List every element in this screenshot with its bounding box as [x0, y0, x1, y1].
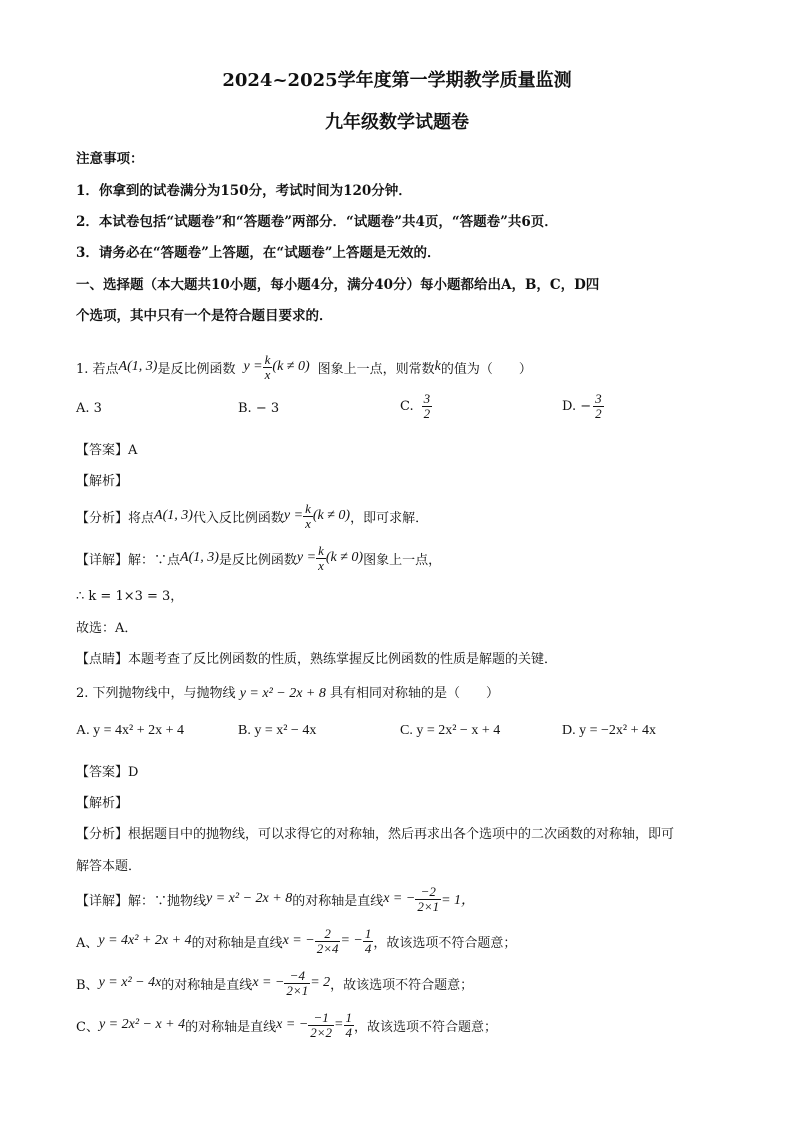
q2-opta-fraction2 — [363, 927, 374, 955]
q2-detail-res: = 1， — [441, 893, 476, 908]
q2-opta-mid: 的对称轴是直线 — [191, 935, 283, 951]
q1-option-b: B. − 3 — [238, 401, 280, 416]
q1-fenxi-point: A(1, 3) — [154, 508, 193, 523]
q2-opta-num: 2 — [324, 925, 331, 941]
q2-optb-num: −4 — [289, 967, 305, 983]
q1-fenxi-b: 代入反比例函数 — [192, 510, 284, 526]
q2-func: y = x² − 2x + 8 — [239, 686, 326, 701]
q2-detail-a: 【详解】解：∵抛物线 — [76, 893, 207, 909]
q1-detail-lhs: y = — [296, 550, 317, 565]
q1-fenxi-c: ，即可求解． — [350, 510, 429, 526]
q1-option-d — [562, 392, 604, 420]
q2-opta-end: ，故该选项不符合题意； — [373, 935, 517, 951]
q1-fenxi-fraction — [303, 502, 313, 530]
notice-item-2: 2．本试卷包括“试题卷”和“答题卷”两部分．“试题卷”共4页，“答题卷”共6页． — [76, 214, 558, 230]
question-1-stem — [76, 345, 532, 389]
q2-analysis-tag: 【解析】 — [76, 796, 129, 811]
q2-detail-num: −2 — [420, 883, 436, 899]
q1-detail — [76, 538, 441, 578]
q1-func-den: x — [264, 366, 271, 382]
q2-optb-den: 2×1 — [286, 982, 309, 998]
q1-detail-num: k — [318, 542, 324, 558]
q1-fenxi — [76, 496, 428, 536]
q1-calc: ∴ k = 1×3 = 3， — [76, 589, 184, 604]
q2-optc-num: −1 — [313, 1009, 329, 1025]
q2-optc-end: ，故该选项不符合题意； — [354, 1019, 498, 1035]
q1-point: A(1, 3) — [118, 359, 158, 374]
q2-optb-func: y = x² − 4x — [98, 975, 162, 990]
q2-option-a-analysis — [76, 921, 516, 961]
section-heading-line1: 一、选择题（本大题共10小题，每小题4分，满分40分）每小题都给出A，B，C，D四 — [76, 277, 600, 293]
q2-prefix: 2. 下列抛物线中，与抛物线 — [76, 686, 236, 701]
q1-analysis-tag: 【解析】 — [76, 474, 129, 489]
exam-subtitle: 九年级数学试题卷 — [325, 112, 469, 133]
q1-fenxi-den: x — [305, 515, 311, 531]
q1-fenxi-lhs: y = — [283, 508, 304, 523]
q1-mid: 是反比例函数 — [157, 361, 236, 377]
q2-optc-func: y = 2x² − x + 4 — [98, 1017, 186, 1032]
q2-suffix: 具有相同对称轴的是（ ） — [330, 686, 500, 701]
q2-optb-end: ，故该选项不符合题意； — [330, 977, 474, 993]
q1-fenxi-a: 【分析】将点 — [76, 510, 155, 526]
q1-function — [243, 353, 309, 381]
q1-choose: 故选：A． — [76, 621, 138, 636]
q1-option-c-num: 3 — [423, 391, 431, 406]
q2-opta-den2: 4 — [364, 940, 372, 956]
q1-var: k — [434, 359, 441, 374]
q2-optb-res: = 2 — [310, 975, 331, 990]
q1-detail-cond: (k ≠ 0) — [325, 550, 364, 565]
q2-optc-x: x = − — [276, 1017, 309, 1032]
q2-optb-mid: 的对称轴是直线 — [161, 977, 253, 993]
q1-option-c-label: C. — [400, 398, 414, 414]
q2-optc-fraction — [308, 1011, 334, 1039]
q2-detail-x: x = − — [383, 891, 416, 906]
q1-comment: 【点睛】本题考查了反比例函数的性质，熟练掌握反比例函数的性质是解题的关键． — [76, 652, 558, 667]
q1-option-d-label: D. − — [562, 398, 592, 414]
q1-func-lhs: y = — [243, 359, 263, 374]
q1-prefix: 1. 若点 — [76, 361, 119, 377]
q2-option-d: D. y = −2x² + 4x — [562, 723, 656, 738]
q1-detail-b: 是反比例函数 — [218, 552, 297, 568]
q1-fenxi-cond: (k ≠ 0) — [312, 508, 351, 523]
notice-heading: 注意事项： — [76, 151, 144, 167]
q1-detail-fraction — [316, 544, 326, 572]
q1-func-num: k — [264, 351, 271, 367]
q1-detail-a: 【详解】解：∵点 — [76, 552, 181, 568]
q1-end: 的值为（ ） — [440, 361, 532, 377]
q1-option-a: A. 3 — [76, 401, 102, 416]
q2-opta-func: y = 4x² + 2x + 4 — [98, 933, 192, 948]
q2-optb-x: x = − — [252, 975, 285, 990]
q2-answer: 【答案】D — [76, 765, 139, 780]
q1-fenxi-num: k — [305, 500, 311, 516]
q2-opta-x: x = − — [282, 933, 315, 948]
q1-option-c-fraction — [422, 392, 433, 420]
q2-optb-fraction — [284, 969, 310, 997]
q2-optc-eq: = — [334, 1017, 344, 1032]
question-2-stem — [76, 682, 499, 702]
q2-optc-mid: 的对称轴是直线 — [185, 1019, 277, 1035]
q2-fenxi-line1: 【分析】根据题目中的抛物线，可以求得它的对称轴，然后再求出各个选项中的二次函数的对称轴，即可 — [76, 827, 675, 842]
q1-option-c-den: 2 — [423, 405, 431, 421]
q2-optc-den2: 4 — [345, 1024, 352, 1040]
q2-opta-num2: 1 — [364, 925, 372, 941]
q2-option-b-analysis — [76, 963, 473, 1003]
q2-detail-fraction — [415, 885, 441, 913]
q2-option-c-analysis — [76, 1005, 497, 1045]
q1-detail-point: A(1, 3) — [180, 550, 219, 565]
q1-func-fraction — [263, 353, 273, 381]
q2-option-a: A. y = 4x² + 2x + 4 — [76, 723, 184, 738]
q2-detail-den: 2×1 — [417, 898, 440, 914]
q1-answer: 【答案】A — [76, 443, 138, 458]
q2-opta-fraction — [315, 927, 341, 955]
q2-optc-num2: 1 — [345, 1009, 352, 1025]
q2-detail-b: 的对称轴是直线 — [292, 893, 384, 909]
q2-opta-pre: A、 — [76, 935, 99, 951]
q1-detail-c: 图象上一点， — [363, 552, 442, 568]
exam-title: 2024~2025学年度第一学期教学质量监测 — [222, 70, 572, 91]
q1-option-c — [400, 392, 432, 420]
q1-option-d-fraction — [593, 392, 604, 420]
q2-optc-den: 2×2 — [310, 1024, 333, 1040]
q2-opta-den: 2×4 — [316, 940, 339, 956]
q2-option-b: B. y = x² − 4x — [238, 723, 317, 738]
q1-option-d-num: 3 — [595, 391, 602, 406]
q1-func-cond: (k ≠ 0) — [272, 359, 310, 374]
q2-fenxi-line2: 解答本题． — [76, 859, 142, 874]
q1-suffix: 图象上一点，则常数 — [317, 361, 435, 377]
section-heading-line2: 个选项，其中只有一个是符合题目要求的． — [76, 308, 333, 324]
notice-item-1: 1．你拿到的试卷满分为150分，考试时间为120分钟． — [76, 183, 412, 199]
q1-option-d-den: 2 — [595, 405, 602, 421]
q2-option-c: C. y = 2x² − x + 4 — [400, 723, 501, 738]
q2-detail — [76, 879, 475, 919]
q1-detail-den: x — [318, 557, 324, 573]
q2-optc-fraction2 — [344, 1011, 355, 1039]
notice-item-3: 3．请务必在“答题卷”上答题，在“试题卷”上答题是无效的． — [76, 245, 441, 261]
q2-opta-eq: = − — [340, 933, 363, 948]
q2-optc-pre: C、 — [76, 1019, 99, 1035]
q2-optb-pre: B、 — [76, 977, 99, 993]
q2-detail-func: y = x² − 2x + 8 — [206, 891, 293, 906]
